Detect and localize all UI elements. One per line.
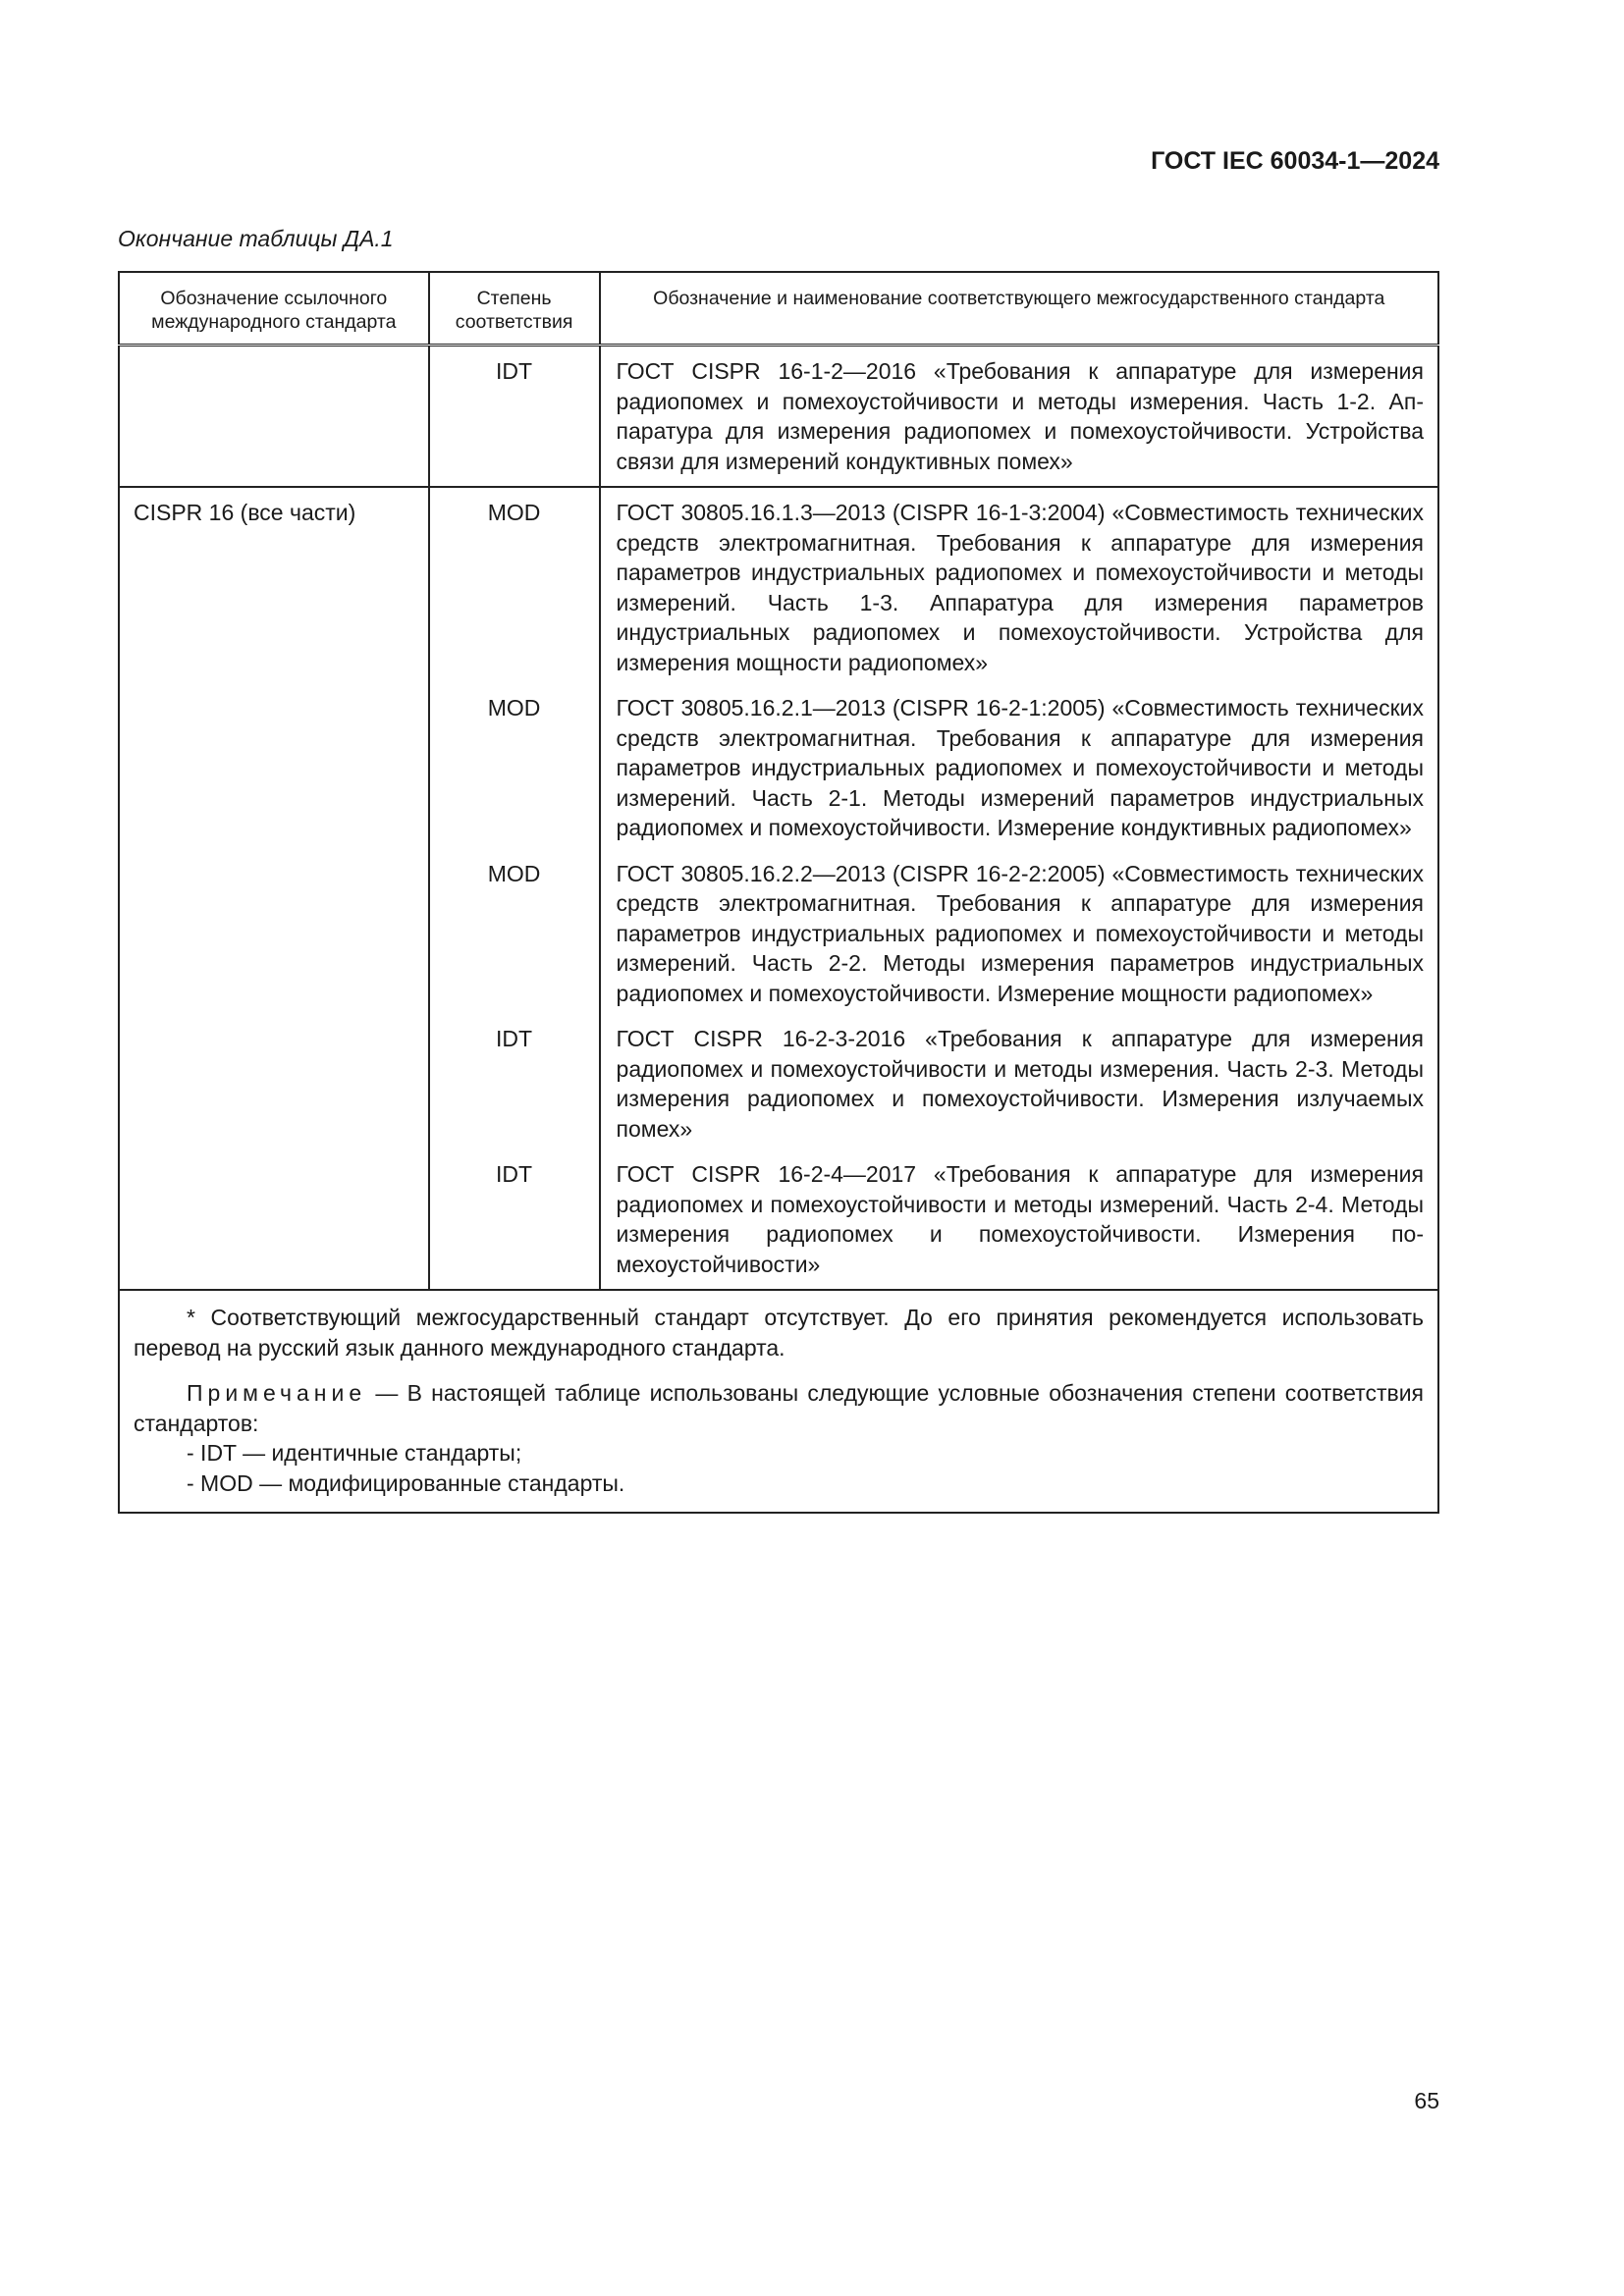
legend-item-idt: - IDT — идентичные стандарты; xyxy=(187,1440,522,1466)
degree-cell: MOD xyxy=(429,853,600,1019)
standard-cell: ГОСТ CISPR 16-2-4—2017 «Требования к аппаратуре для измерения радиопомех и помехоустойчивости и методы измерений. Часть 2-4. Методы измерения радиопомех и помехоустойчивости. Измерения помехоустойчивости» xyxy=(600,1153,1438,1290)
degree-cell: MOD xyxy=(429,687,600,853)
table-caption: Окончание таблицы ДА.1 xyxy=(118,226,394,251)
table-footer-row xyxy=(119,1290,1438,1513)
header-degree-of-conformity: Степень соответствия xyxy=(429,272,600,346)
degree-cell: IDT xyxy=(429,346,600,488)
legend-item-mod: - MOD — модифицированные стандарты. xyxy=(187,1469,625,1496)
standard-cell: ГОСТ 30805.16.1.3—2013 (CISPR 16-1-3:2004) «Совместимость технических средств электромагнитная. Требования к аппаратуре для измерения параметров индустриальных радиопомех и помехоустойчивости и методы измерений. Часть 1-3. Аппаратура для измерения параметров индустриальных радиопомех и помехоустойчивости. Устройства для измерения мощности радиопомех» xyxy=(600,487,1438,687)
note-label: Примечание xyxy=(187,1380,367,1406)
note-text: — В настоящей таблице использованы следующие условные обозначения степени соответствия стандартов: xyxy=(134,1380,1424,1436)
table-row xyxy=(119,487,1438,687)
header-interstate-standard: Обозначение и наименование соответствующего межгосударственного стандарта xyxy=(600,272,1438,346)
header-reference-standard: Обозначение ссылочного международного стандарта xyxy=(119,272,429,346)
table-footer xyxy=(119,1290,1438,1513)
table-row xyxy=(119,346,1438,488)
degree-cell: IDT xyxy=(429,1018,600,1153)
standard-cell: ГОСТ CISPR 16-2-3-2016 «Требования к аппаратуре для измерения радиопомех и помехоустойчивости и методы измерения. Часть 2-3. Методы измерения радиопомех и помехоустойчивости. Измерения излучаемых помех» xyxy=(600,1018,1438,1153)
reference-cell xyxy=(119,346,429,488)
page-number: 65 xyxy=(1414,2088,1439,2113)
table-header-row xyxy=(119,272,1438,346)
note xyxy=(134,1378,1424,1438)
footnote: * Соответствующий межгосударственный стандарт отсутствует. До его принятия рекомендуется использовать перевод на русский язык данного международного стандарта. xyxy=(134,1305,1424,1361)
degree-cell: IDT xyxy=(429,1153,600,1290)
document-code: ГОСТ IEC 60034-1—2024 xyxy=(1151,147,1439,175)
degree-cell: MOD xyxy=(429,487,600,687)
standard-cell: ГОСТ 30805.16.2.2—2013 (CISPR 16-2-2:2005) «Совместимость технических средств электромагнитная. Требования к аппаратуре для измерения параметров индустриальных радиопомех и помехоустойчивости и методы измерений. Часть 2-2. Методы измерения параметров индустриальных радиопомех и помехоустойчивости. Измерение мощности радиопомех» xyxy=(600,853,1438,1019)
reference-cell: CISPR 16 (все части) xyxy=(119,487,429,1290)
standard-cell: ГОСТ 30805.16.2.1—2013 (CISPR 16-2-1:2005) «Совместимость технических средств электромагнитная. Требования к аппаратуре для измерения параметров индустриальных радиопомех и помехоустойчивости и методы измерений. Часть 2-1. Методы измерений параметров индустриальных радиопомех и помехоустойчивости. Измерение кондуктивных радиопомех» xyxy=(600,687,1438,853)
standard-cell: ГОСТ CISPR 16-1-2—2016 «Требования к аппаратуре для измерения радиопомех и помехоустойчивости и методы измерения. Часть 1-2. Аппаратура для измерения радиопомех и помехоустойчивости. Устройства связи для измерений кондуктивных помех» xyxy=(600,346,1438,488)
standards-table xyxy=(118,271,1439,1514)
